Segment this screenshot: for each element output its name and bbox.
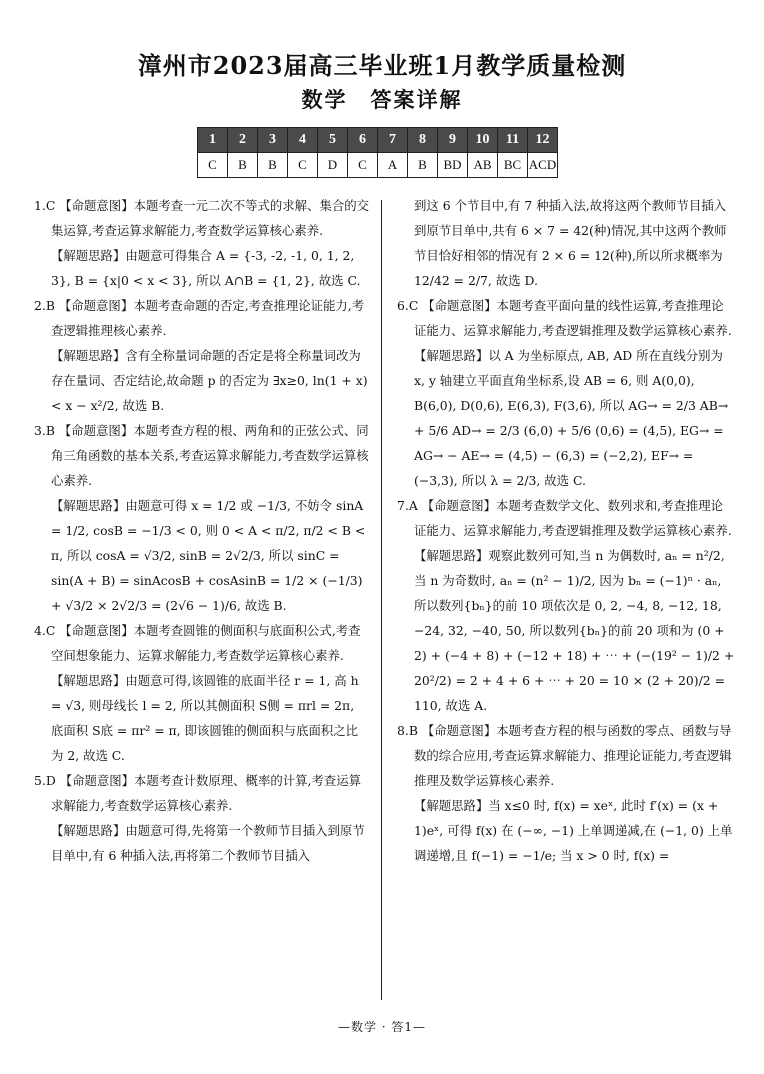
page-footer: —数学 · 答1— xyxy=(337,1020,427,1034)
question-number: 2 xyxy=(228,128,258,153)
question-number: 5 xyxy=(318,128,348,153)
question-number: 8 xyxy=(408,128,438,153)
left-column xyxy=(34,193,370,868)
question-number: 6 xyxy=(348,128,378,153)
answer-cell: B xyxy=(408,153,438,178)
answer-cell: D xyxy=(318,153,348,178)
q5-solution-continued: 到这 6 个节目中,有 7 种插入法,故将这两个教师节目插入到原节目单中,共有 6 × 7 = 42(种)情况,其中这两个教师节目恰好相邻的情况有 2 × 6 = 12(种),所以所求概率为 12/42 = 2/7, 故选 D. xyxy=(414,198,727,288)
q5-intent: 5.D 【命题意图】本题考查计数原理、概率的计算,考查运算求解能力,考查数学运算核心素养. xyxy=(34,773,362,813)
question-number: 1 xyxy=(198,128,228,153)
answer-cell: C xyxy=(198,153,228,178)
answer-table-answer-row xyxy=(198,153,558,178)
question-number: 9 xyxy=(438,128,468,153)
q4-intent: 4.C 【命题意图】本题考查圆锥的侧面积与底面积公式,考查空间想象能力、运算求解能力,考查数学运算核心素养. xyxy=(34,623,361,663)
answer-cell: C xyxy=(288,153,318,178)
q1-solution: 【解题思路】由题意可得集合 A = {-3, -2, -1, 0, 1, 2, 3}, B = {x|0 < x < 3}, 所以 A∩B = {1, 2}, 故选 C. xyxy=(51,248,361,288)
answer-key-table xyxy=(197,127,558,178)
question-number: 7 xyxy=(378,128,408,153)
answer-cell: B xyxy=(228,153,258,178)
question-number: 10 xyxy=(468,128,498,153)
q2-intent: 2.B 【命题意图】本题考查命题的否定,考查推理论证能力,考查逻辑推理核心素养. xyxy=(34,298,365,338)
q8-intent: 8.B 【命题意图】本题考查方程的根与函数的零点、函数与导数的综合应用,考查运算求解能力、推理论证能力,考查逻辑推理及数学运算核心素养. xyxy=(397,723,732,788)
answer-cell: B xyxy=(258,153,288,178)
q6-solution: 【解题思路】以 A 为坐标原点, AB, AD 所在直线分别为 x, y 轴建立平面直角坐标系,设 AB = 6, 则 A(0,0), B(6,0), D(0,6), E(6,3), F(3,6), 所以 AG→ = 2/3 AB→ + 5/6 AD→ = 2/3 (6,0) + 5/6 (0,6) = (4,5), EG→ = AG→ − AE→ = (4,5) − (6,3) = (−2,2), EF→ = (−3,3), 所以 λ = 2/3, 故选 C. xyxy=(414,348,729,488)
q4-solution: 【解题思路】由题意可得,该圆锥的底面半径 r = 1, 高 h = √3, 则母线长 l = 2, 所以其侧面积 S侧 = πrl = 2π, 底面积 S底 = πr² = π, 即该圆锥的侧面积与底面积之比为 2, 故选 C. xyxy=(51,673,359,763)
answer-table-header-row xyxy=(198,128,558,153)
question-number: 11 xyxy=(498,128,528,153)
document-subtitle: 数学 答案详解 xyxy=(301,87,463,112)
answer-cell: BD xyxy=(438,153,468,178)
q1-intent: 1.C 【命题意图】本题考查一元二次不等式的求解、集合的交集运算,考查运算求解能力,考查数学运算核心素养. xyxy=(34,198,370,238)
answer-cell: AB xyxy=(468,153,498,178)
question-number: 12 xyxy=(528,128,558,153)
column-divider xyxy=(381,200,382,1000)
q2-solution: 【解题思路】含有全称量词命题的否定是将全称量词改为存在量词、否定结论,故命题 p 的否定为 ∃x≥0, ln(1 + x) < x − x²/2, 故选 B. xyxy=(51,348,368,413)
q3-intent: 3.B 【命题意图】本题考查方程的根、两角和的正弦公式、同角三角函数的基本关系,考查运算求解能力,考查数学运算核心素养. xyxy=(34,423,369,488)
q3-solution: 【解题思路】由题意可得 x = 1/2 或 −1/3, 不妨令 sinA = 1/2, cosB = −1/3 < 0, 则 0 < A < π/2, π/2 < B < π, 所以 cosA = √3/2, sinB = 2√2/3, 所以 sinC = sin(A + B) = sinAcosB + cosAsinB = 1/2 × (−1/3) + √3/2 × 2√2/3 = (2√6 − 1)/6, 故选 B. xyxy=(51,498,366,613)
right-column xyxy=(397,193,735,868)
answer-cell: BC xyxy=(498,153,528,178)
q8-solution: 【解题思路】当 x≤0 时, f(x) = xeˣ, 此时 f′(x) = (x + 1)eˣ, 可得 f(x) 在 (−∞, −1) 上单调递减,在 (−1, 0) 上单调递增,且 f(−1) = −1/e; 当 x > 0 时, f(x) = xyxy=(414,798,733,863)
answer-cell: A xyxy=(378,153,408,178)
q6-intent: 6.C 【命题意图】本题考查平面向量的线性运算,考查推理论证能力、运算求解能力,考查逻辑推理及数学运算核心素养. xyxy=(397,298,732,338)
q5-solution: 【解题思路】由题意可得,先将第一个教师节目插入到原节目单中,有 6 种插入法,再将第二个教师节目插入 xyxy=(51,823,365,863)
question-number: 4 xyxy=(288,128,318,153)
document-title: 漳州市2023届高三毕业班1月教学质量检测 xyxy=(137,51,627,80)
answer-cell: ACD xyxy=(528,153,558,178)
q7-intent: 7.A 【命题意图】本题考查数学文化、数列求和,考查推理论证能力、运算求解能力,考查逻辑推理及数学运算核心素养. xyxy=(397,498,732,538)
question-number: 3 xyxy=(258,128,288,153)
answer-cell: C xyxy=(348,153,378,178)
q7-solution: 【解题思路】观察此数列可知,当 n 为偶数时, aₙ = n²/2, 当 n 为奇数时, aₙ = (n² − 1)/2, 因为 bₙ = (−1)ⁿ · aₙ, 所以数列{bₙ}的前 10 项依次是 0, 2, −4, 8, −12, 18, −24, 32, −40, 50, 所以数列{bₙ}的前 20 项和为 (0 + 2) + (−4 + 8) + (−12 + 18) + ⋯ + (−(19² − 1)/2 + 20²/2) = 2 + 4 + 6 + ⋯ + 20 = 10 × (2 + 20)/2 = 110, 故选 A. xyxy=(414,548,735,713)
